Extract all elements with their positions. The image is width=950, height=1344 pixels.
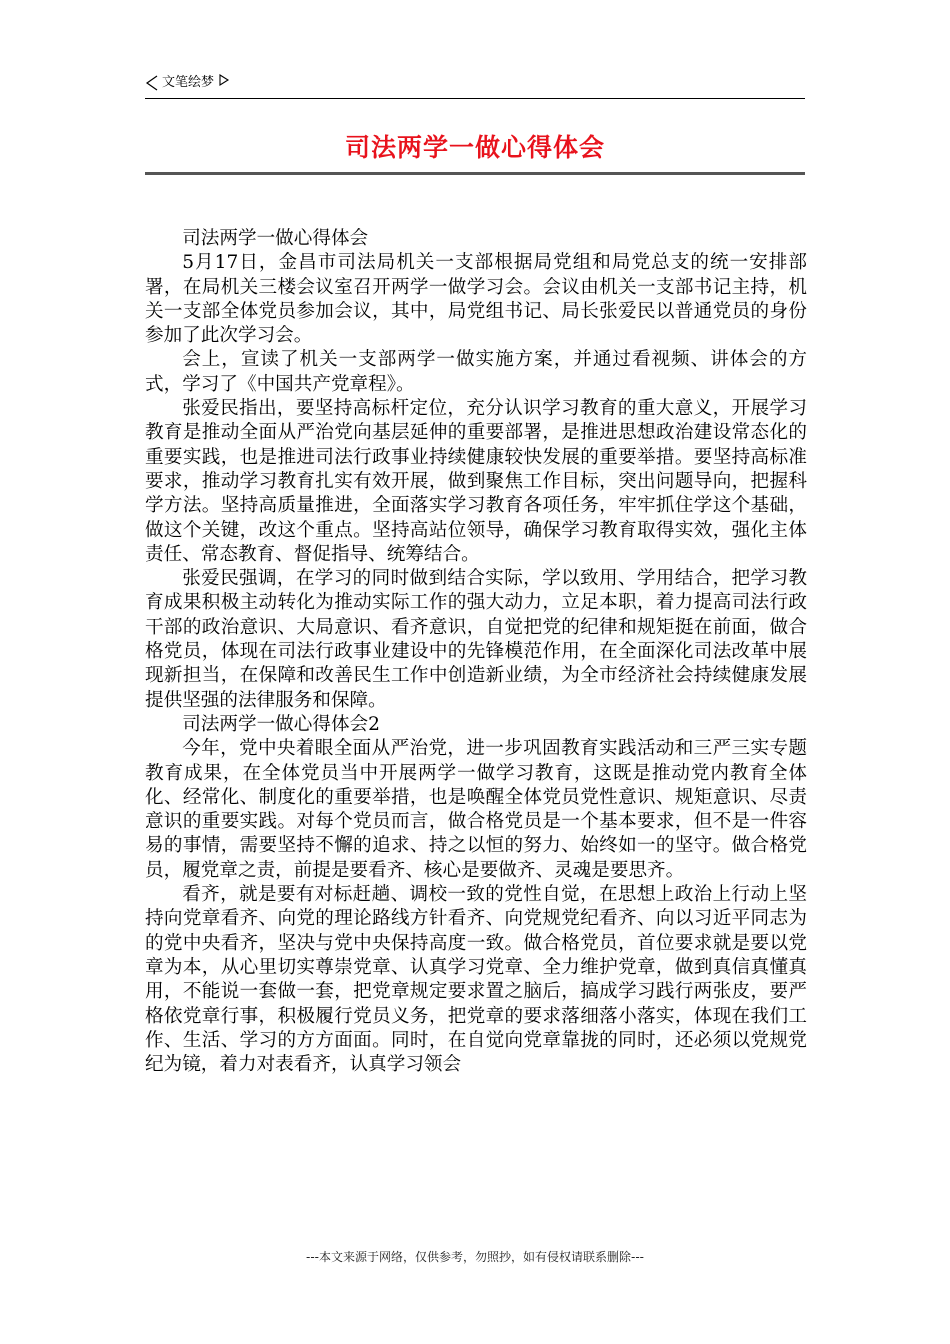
- document-body: [145, 227, 807, 1077]
- triangle-right-icon: [218, 73, 230, 87]
- paragraph: 今年，党中央着眼全面从严治党，进一步巩固教育实践活动和三严三实专题教育成果，在全体党员当中开展两学一做学习教育，这既是推动党内教育全体化、经常化、制度化的重要举措，也是唤醒全体党员党性意识、规矩意识、尽责意识的重要实践。对每个党员而言，做合格党员是一个基本要求，但不是一件容易的事情，需要坚持不懈的追求、持之以恒的努力、始终如一的坚守。做合格党员，履党章之责，前提是要看齐、核心是要做齐、灵魂是要思齐。: [145, 738, 807, 881]
- paragraph: 张爱民指出，要坚持高标杆定位，充分认识学习教育的重大意义，开展学习教育是推动全面从严治党向基层延伸的重要部署，是推进思想政治建设常态化的重要实践，也是推进司法行政事业持续健康较快发展的重要举措。要坚持高标准要求，推动学习教育扎实有效开展，做到聚焦工作目标，突出问题导向，把握科学方法。坚持高质量推进，全面落实学习教育各项任务，牢牢抓住学这个基础，做这个关键，改这个重点。坚持高站位领导，确保学习教育取得实效，强化主体责任、常态教育、督促指导、统筹结合。: [145, 398, 807, 565]
- document-title: 司法两学一做心得体会: [344, 133, 605, 162]
- header-brand: 文笔绘梦: [162, 75, 215, 90]
- paragraph: 司法两学一做心得体会: [182, 228, 369, 249]
- paragraph: 司法两学一做心得体会2: [182, 713, 380, 735]
- paragraph: 5月17日，金昌市司法局机关一支部根据局党组和局党总支的统一安排部署，在局机关三楼会议室召开两学一做学习会。会议由机关一支部书记主持，机关一支部全体党员参加会议，其中，局党组书记、局长张爱民以普通党员的身份参加了此次学习会。: [145, 252, 807, 347]
- paragraph: 会上，宣读了机关一支部两学一做实施方案，并通过看视频、讲体会的方式，学习了《中国共产党章程》。: [145, 349, 807, 395]
- paragraph: 张爱民强调，在学习的同时做到结合实际，学以致用、学用结合，把学习教育成果积极主动转化为推动实际工作的强大动力，立足本职，着力提高司法行政干部的政治意识、大局意识、看齐意识，自觉把党的纪律和规矩挺在前面，做合格党员，体现在司法行政事业建设中的先锋模范作用，在全面深化司法改革中展现新担当，在保障和改善民生工作中创造新业绩，为全市经济社会持续健康发展提供坚强的法律服务和保障。: [145, 568, 807, 711]
- triangle-left-icon: [145, 74, 159, 92]
- header-divider: [145, 98, 805, 99]
- paragraph: 看齐，就是要有对标赶趟、调校一致的党性自觉，在思想上政治上行动上坚持向党章看齐、向党的理论路线方针看齐、向党规党纪看齐、向以习近平同志为的党中央看齐，坚决与党中央保持高度一致。做合格党员，首位要求就是要以党章为本，从心里切实尊崇党章、认真学习党章、全力维护党章，做到真信真懂真用，不能说一套做一套，把党章规定要求置之脑后，搞成学习践行两张皮，要严格依党章行事，积极履行党员义务，把党章的要求落细落小落实，体现在我们工作、生活、学习的方方面面。同时，在自觉向党章靠拢的同时，还必须以党规党纪为镜，着力对表看齐，认真学习领会: [145, 884, 807, 1076]
- page-footer: ---本文来源于网络，仅供参考，勿照抄，如有侵权请联系删除---: [306, 1250, 644, 1264]
- page-header: [145, 72, 805, 98]
- title-divider: [145, 172, 805, 175]
